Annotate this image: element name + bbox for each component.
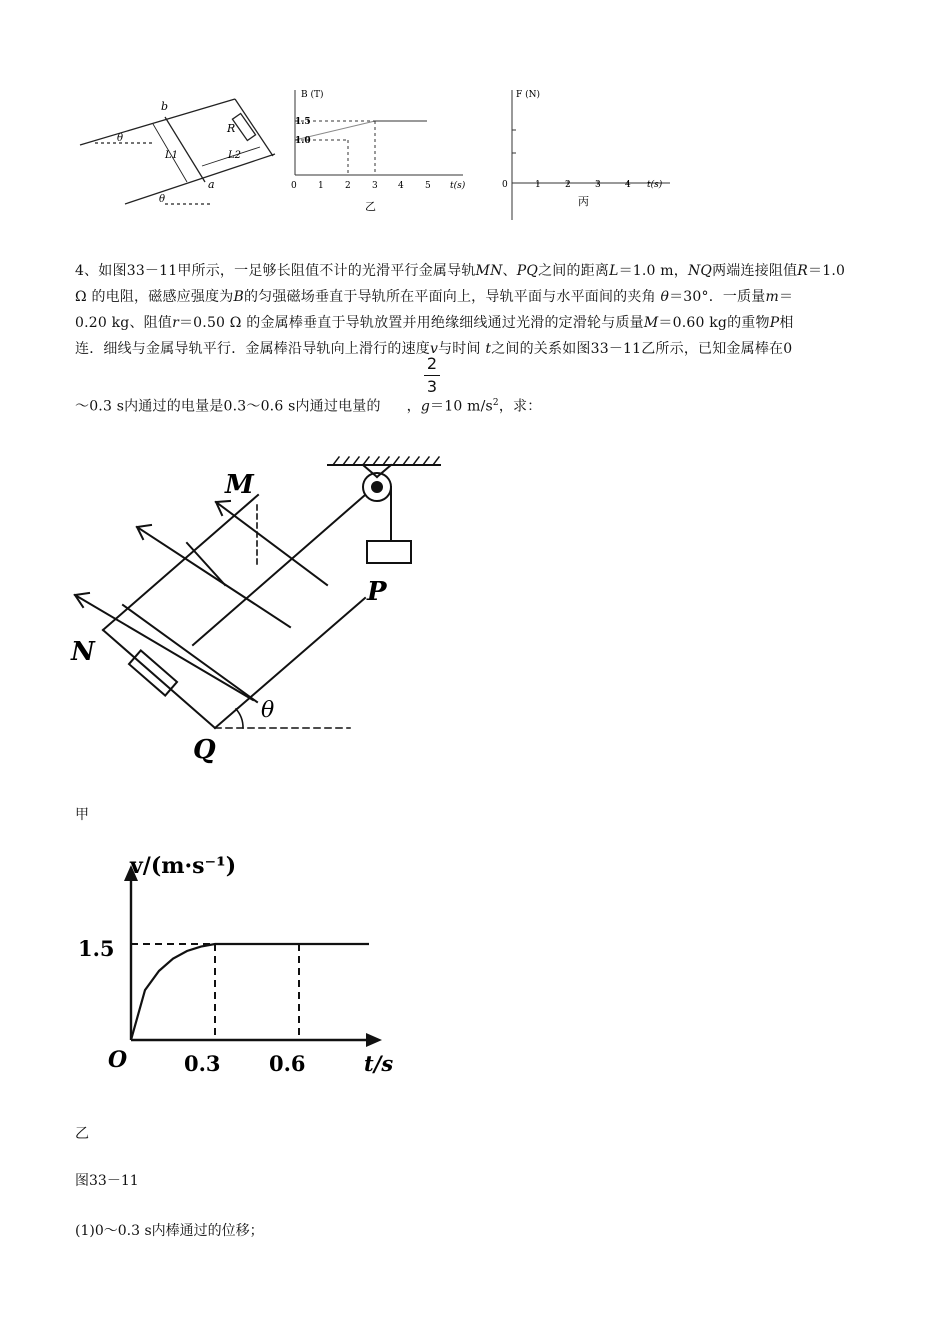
v-series-line xyxy=(131,944,369,1040)
b-x-tick-2: 2 xyxy=(345,181,351,191)
f-x-tick-4: 4 xyxy=(625,180,631,190)
label-M: M xyxy=(225,470,254,500)
b-tick-10: 1.0 xyxy=(295,136,311,146)
fig-jia-diagram xyxy=(65,445,465,775)
origin-label: O xyxy=(108,1047,128,1073)
t-axis-label: t/s xyxy=(364,1051,394,1076)
label-P: P xyxy=(367,577,387,607)
b-x-axis-label: t(s) xyxy=(450,181,466,191)
v-t-marks xyxy=(131,944,369,1040)
label-b: b xyxy=(161,100,169,113)
b-x-tick-3: 3 xyxy=(372,181,378,191)
b-tick-15: 1.5 xyxy=(295,117,311,127)
fig-jia-caption: 甲 xyxy=(75,807,89,823)
label-theta-bottom: θ xyxy=(159,194,166,205)
f-x-axis-label: t(s) xyxy=(647,180,663,190)
problem-line-2: Ω 的电阻，磁感应强度为B的匀强磁场垂直于导轨所在平面向上，导轨平面与水平面间的夹角 θ＝30°．一质量m＝ xyxy=(75,289,794,305)
question-1: (1)0～0.3 s内棒通过的位移； xyxy=(75,1223,264,1239)
v-t-axes xyxy=(124,865,382,1047)
problem-line-5: ～0.3 s内通过的电量是0.3～0.6 s内通过电量的 ，g＝10 $m/s^2$，求： xyxy=(75,398,542,415)
problem-line-1: 4、如图33－11甲所示，一足够长阻值不计的光滑平行金属导轨MN、PQ之间的距离L＝1.0 m，NQ两端连接阻值R＝1.0 xyxy=(75,263,846,279)
problem-line-3: 0.20 kg、阻值r＝0.50 Ω 的金属棒垂直于导轨放置并用绝缘细线通过光滑的定滑轮与质量M＝0.60 kg的重物P相 xyxy=(75,315,794,331)
f-axis-label: F (N) xyxy=(516,90,541,100)
x-tick-06: 0.6 xyxy=(269,1051,306,1076)
b-axis-label: B (T) xyxy=(301,90,324,100)
b-x-tick-0: 0 xyxy=(291,181,297,191)
label-theta: θ xyxy=(261,698,275,723)
b-x-tick-4: 4 xyxy=(398,181,404,191)
label-theta-top: θ xyxy=(117,133,124,144)
f-x-tick-0: 0 xyxy=(502,180,508,190)
f-x-tick-3: 3 xyxy=(595,180,601,190)
f-x-tick-2: 2 xyxy=(565,180,571,190)
top-rail-figure xyxy=(75,90,290,215)
y-tick-15: 1.5 xyxy=(78,936,115,961)
label-N: N xyxy=(71,637,95,667)
label-a: a xyxy=(208,178,215,191)
v-axis-label: v/(m·s⁻¹) xyxy=(130,853,237,879)
f-x-tick-1: 1 xyxy=(535,180,541,190)
f-t-small-chart xyxy=(500,85,690,225)
b-caption: 乙 xyxy=(365,200,376,213)
b-t-small-chart xyxy=(285,85,500,215)
v-t-chart xyxy=(70,845,410,1085)
b-x-tick-5: 5 xyxy=(425,181,431,191)
label-R: R xyxy=(227,122,236,135)
figure-label: 图33－11 xyxy=(75,1173,139,1189)
problem-text xyxy=(75,258,890,362)
x-tick-03: 0.3 xyxy=(184,1051,221,1076)
fraction-two-thirds: 2 3 xyxy=(424,355,440,396)
label-L1: L1 xyxy=(165,150,179,161)
fig-yi-caption: 乙 xyxy=(75,1126,89,1142)
label-Q: Q xyxy=(193,735,216,765)
problem-line-4: 连．细线与金属导轨平行．金属棒沿导轨向上滑行的速度v与时间 t之间的关系如图33－11乙所示，已知金属棒在0 xyxy=(75,341,793,357)
label-L2: L2 xyxy=(228,150,242,161)
f-caption: 丙 xyxy=(578,195,589,208)
b-x-tick-1: 1 xyxy=(318,181,324,191)
